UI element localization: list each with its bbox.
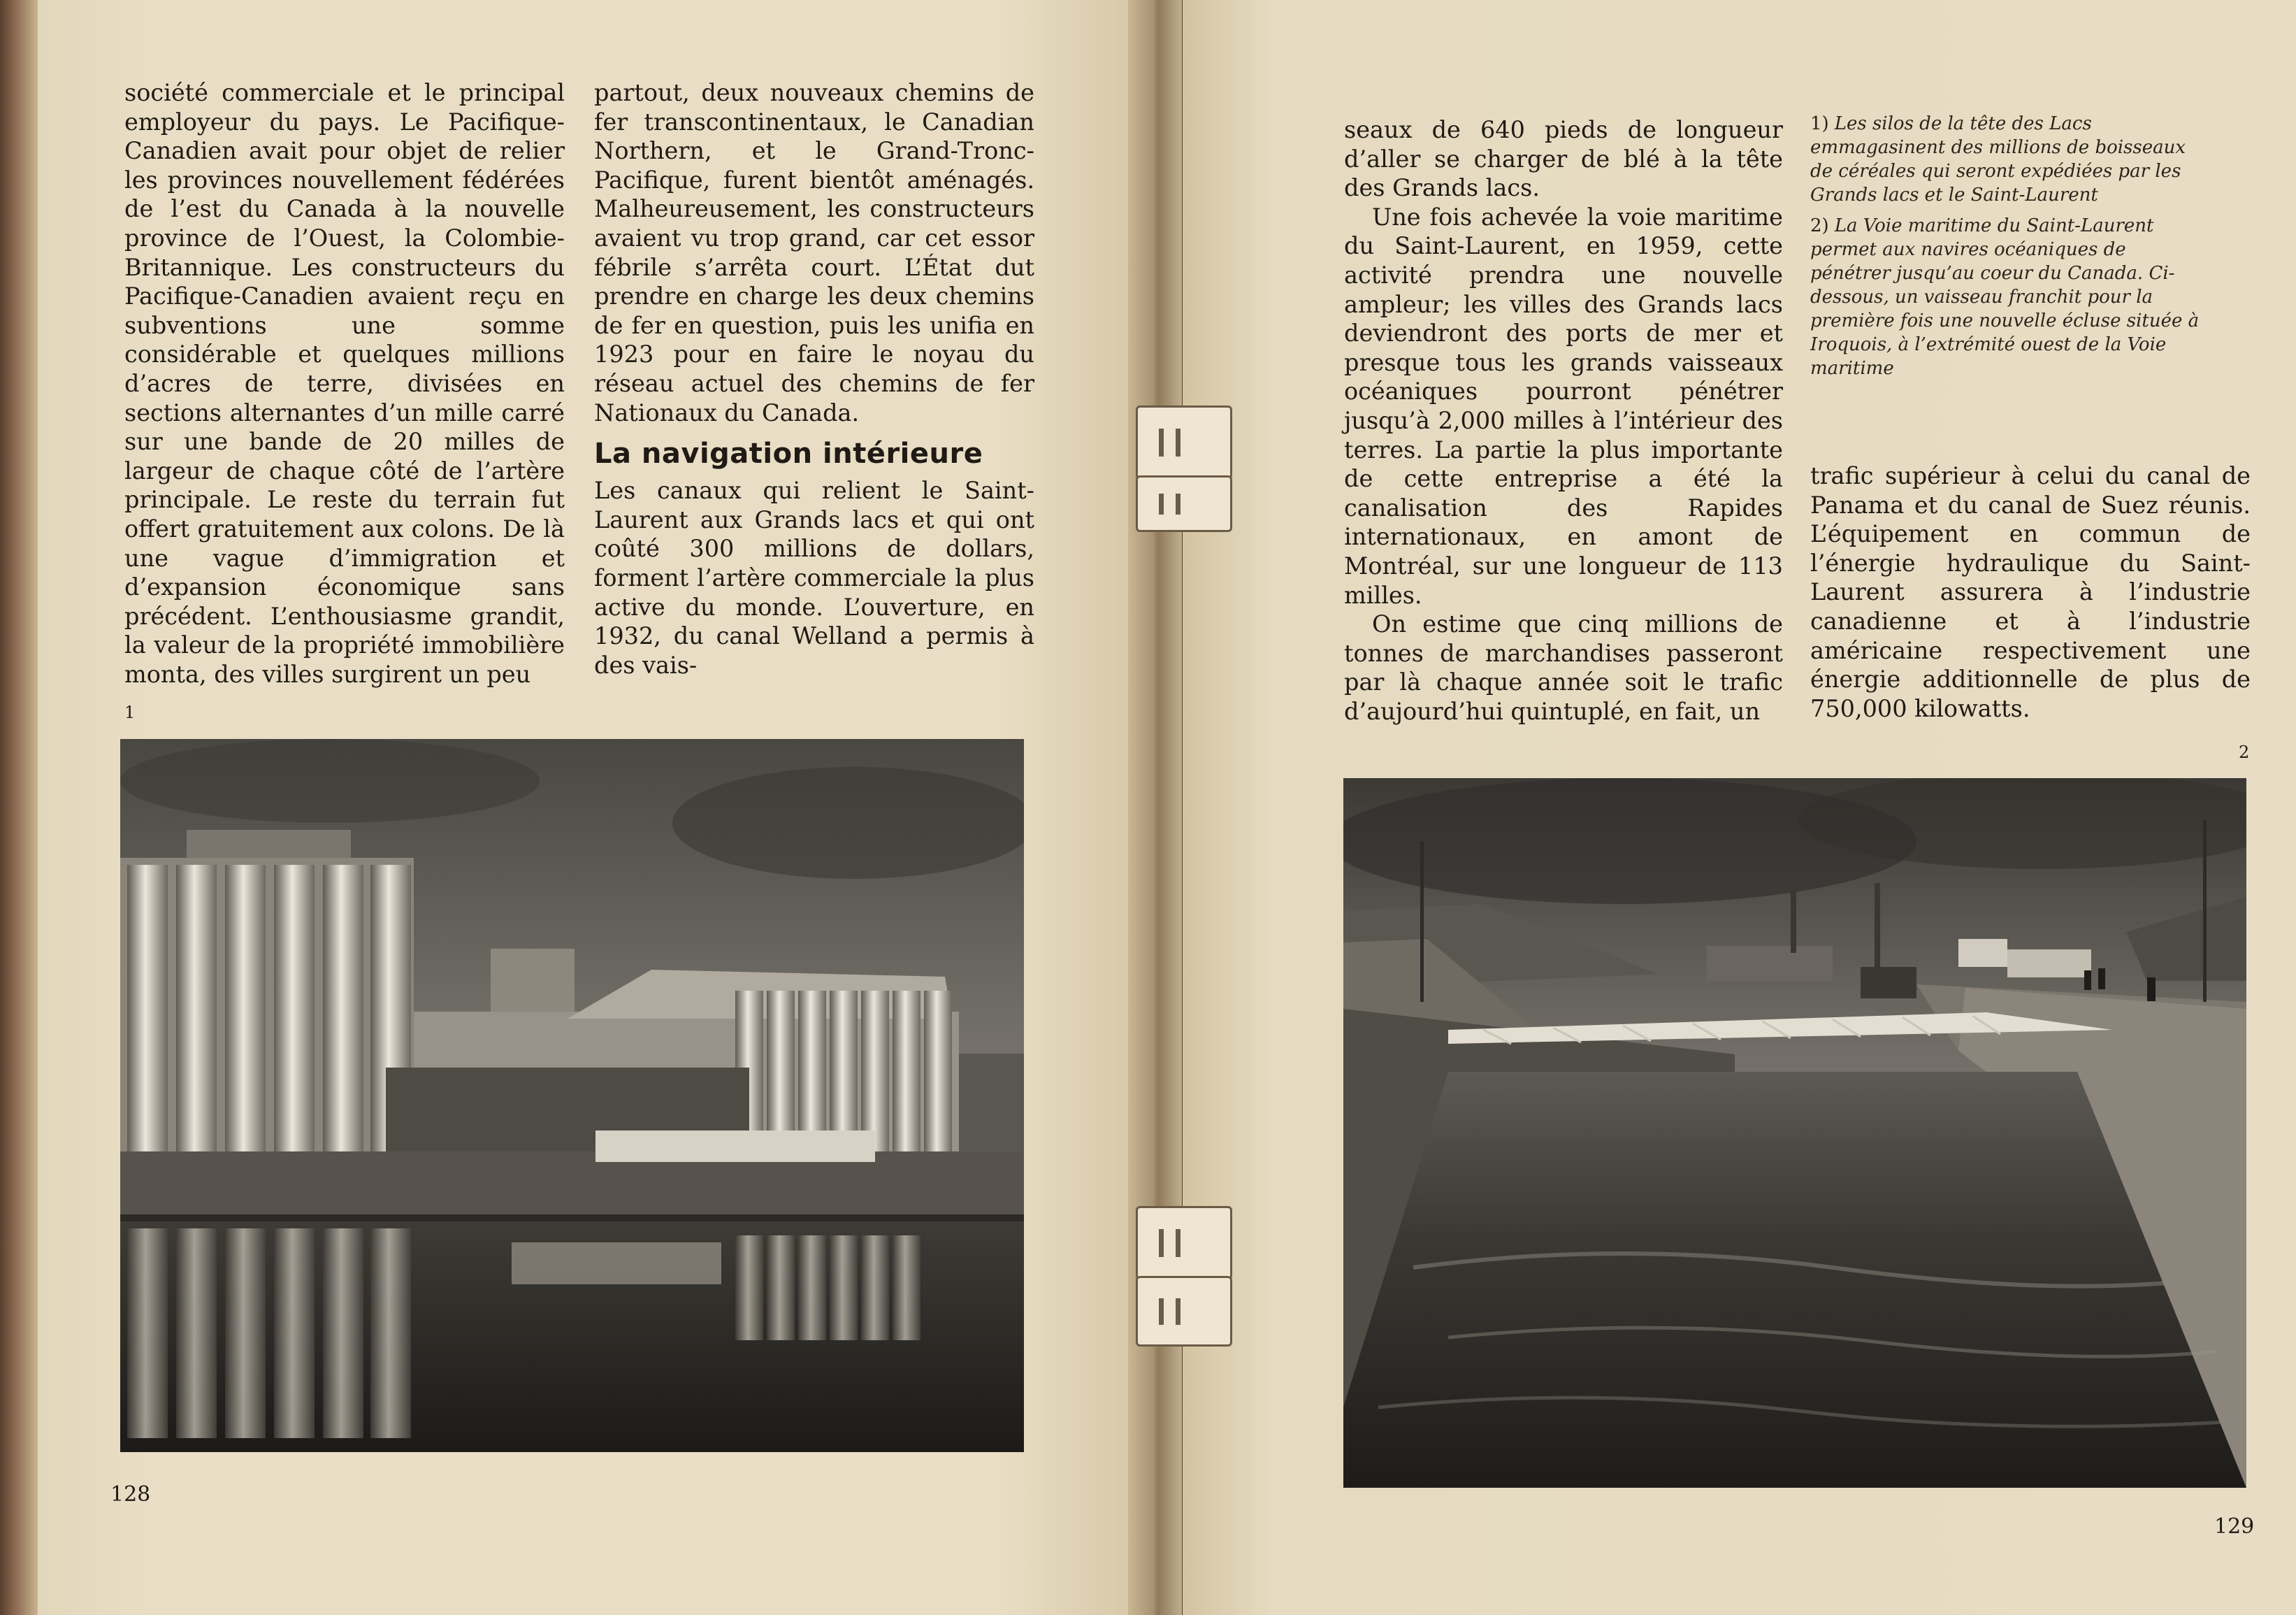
- right-column-1: [1344, 115, 1783, 726]
- body-text: On estime que cinq millions de tonnes de marchandises passeront par là chaque année soit le trafic d’aujourd’hui quintuplé, en fait, un: [1344, 610, 1783, 725]
- body-text: trafic supérieur à celui du canal de Panama et du canal de Suez réunis. L’équipement en commun de l’énergie hydraulique du Saint-Laurent assurera à l’industrie canadienne et à l’industrie américaine respectivement une énergie additionnelle de plus de 750,000 kilowatts.: [1810, 462, 2251, 722]
- body-text: Une fois achevée la voie maritime du Saint-Laurent, en 1959, cette activité prendra une nouvelle ampleur; les villes des Grands lacs deviendront des ports de mer et presque tous les grands vaisseaux océaniques pourront pénétrer jusqu’à 2,000 milles à l’intérieur des terres. La partie la plus importante de cette entreprise a été la canalisation des Rapides internationaux, en amont de Montréal, sur une longueur de 113 milles.: [1344, 203, 1783, 609]
- figure-number: 1: [124, 703, 136, 722]
- photo-seaway-lock: [1343, 778, 2246, 1488]
- book-cover-edge: [0, 0, 38, 1615]
- binding-tape: [1136, 405, 1232, 480]
- caption-text: Les silos de la tête des Lacs emmagasinent des millions de boisseaux de céréales qui seront expédiées par les Grands lacs et le Saint-Laurent: [1810, 113, 2186, 206]
- body-text: société commerciale et le principal employeur du pays. Le Pacifique-Canadien avait pour objet de relier les provinces nouvellement fédérées de l’est du Canada à la nouvelle province de l’Ouest, la Colombie-Britannique. Les constructeurs du Pacifique-Canadien avaient reçu en subventions une somme considérable et quelques millions d’acres de terre, divisées en sections alternantes d’un mille carré sur une bande de 20 milles de largeur de chaque côté de l’artère principale. Le reste du terrain fut offert gratuitement aux colons. De là une vague d’immigration et d’expansion économique sans précédent. L’enthousiasme grandit, la valeur de la propriété immobilière monta, des villes surgirent un peu: [124, 79, 565, 688]
- caption-number: 1): [1810, 113, 1829, 134]
- figure-captions: [1810, 112, 2202, 387]
- figure-number: 2: [2239, 742, 2250, 762]
- binding-tape: [1136, 1206, 1232, 1280]
- left-column-2: [594, 78, 1034, 680]
- binding-tape: [1136, 1276, 1232, 1347]
- caption-2: [1810, 214, 2202, 380]
- section-heading: La navigation intérieure: [594, 438, 983, 471]
- binding-tape: [1136, 475, 1232, 532]
- caption-number: 2): [1810, 215, 1829, 236]
- caption-text: La Voie maritime du Saint-Laurent permet aux navires océaniques de pénétrer jusqu’au coeur du Canada. Ci-dessous, un vaisseau franchit pour la première fois une nouvelle écluse située à Iroquois, à l’extrémité ouest de la Voie maritime: [1810, 215, 2200, 379]
- right-column-2: [1810, 461, 2251, 723]
- photo-grain-silos: [120, 739, 1024, 1452]
- body-text: Les canaux qui relient le Saint-Laurent aux Grands lacs et qui ont coûté 300 millions de dollars, forment l’artère commerciale la plus active du monde. L’ouverture, en 1932, du canal Welland a permis à des vais-: [594, 477, 1034, 679]
- book-spine: [1128, 0, 1183, 1615]
- body-text: seaux de 640 pieds de longueur d’aller se charger de blé à la tête des Grands lacs.: [1344, 116, 1783, 202]
- page-number-left: 128: [110, 1482, 151, 1507]
- body-text: partout, deux nouveaux chemins de fer transcontinentaux, le Canadian Northern, et le Grand-Tronc-Pacifique, furent bientôt aménagés. Malheureusement, les constructeurs avaient vu trop grand, car cet essor fébrile s’arrêta court. L’État dut prendre en charge les deux chemins de fer en question, puis les unifia en 1923 pour en faire le noyau du réseau actuel des chemins de fer Nationaux du Canada.: [594, 79, 1034, 426]
- left-column-1: [124, 78, 565, 689]
- page-number-right: 129: [2214, 1514, 2255, 1539]
- caption-1: [1810, 112, 2202, 207]
